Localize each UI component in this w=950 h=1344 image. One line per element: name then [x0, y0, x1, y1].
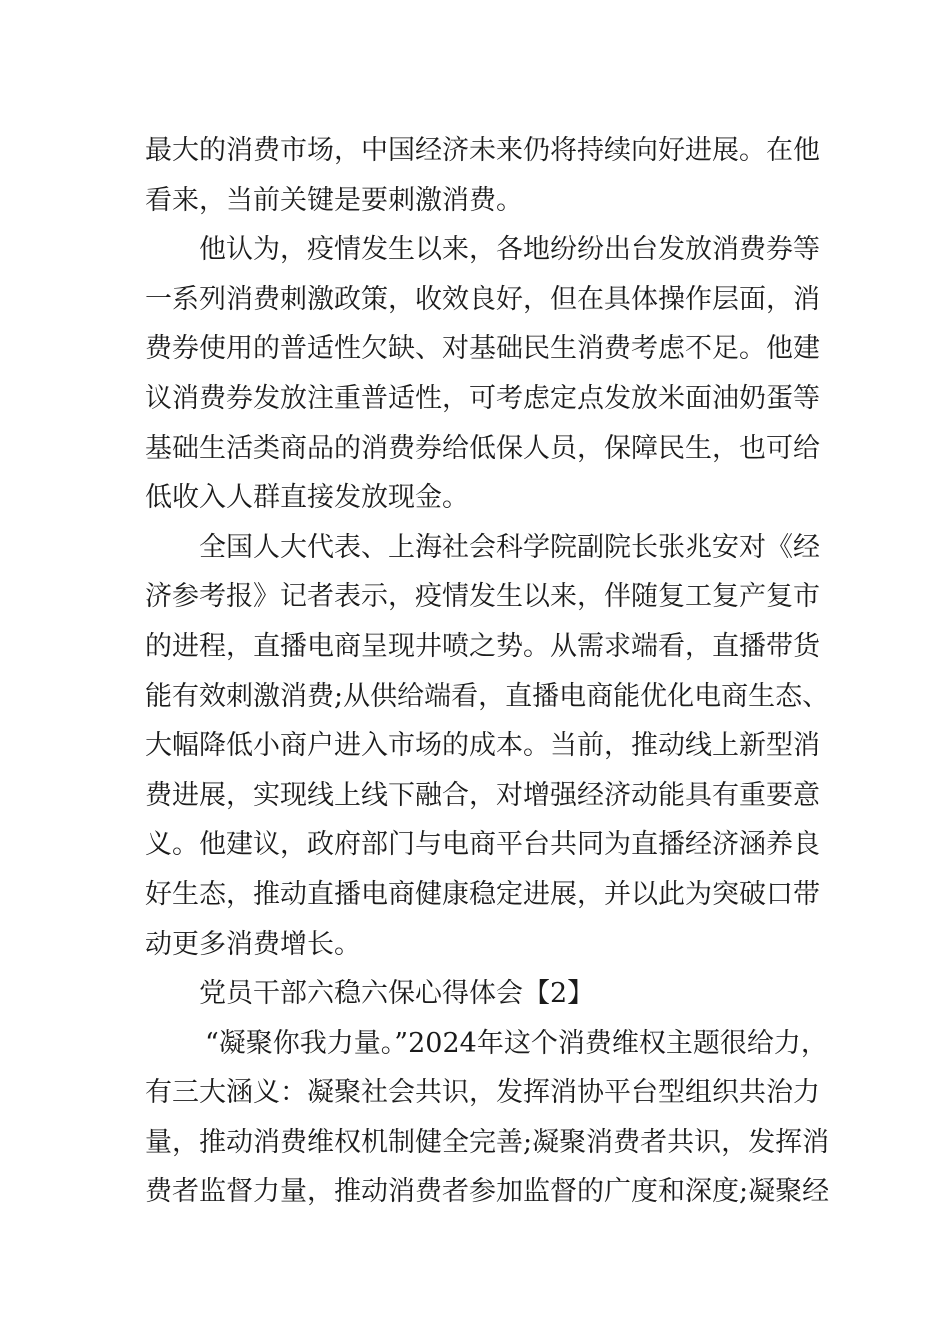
- paragraph-4: [145, 1019, 830, 1217]
- paragraph-line: 看来，当前关键是要刺激消费。: [145, 184, 523, 216]
- paragraph-line: 能有效刺激消费;从供给端看，直播电商能优化电商生态、: [145, 680, 830, 712]
- paragraph-line: “凝聚你我力量。”2024年这个消费维权主题很给力，: [205, 1027, 828, 1059]
- paragraph-line: 费进展，实现线上线下融合，对增强经济动能具有重要意: [145, 779, 820, 811]
- paragraph-line: 低收入人群直接发放现金。: [145, 482, 469, 514]
- paragraph-3: [145, 523, 830, 969]
- paragraph-line: 议消费券发放注重普适性，可考虑定点发放米面油奶蛋等: [145, 382, 820, 414]
- paragraph-line: 量，推动消费维权机制健全完善;凝聚消费者共识，发挥消: [145, 1126, 830, 1158]
- paragraph-2: [145, 225, 820, 523]
- paragraph-line: 费券使用的普适性欠缺、对基础民生消费考虑不足。他建: [145, 333, 820, 365]
- document-body: [145, 126, 830, 1217]
- paragraph-line: 他认为，疫情发生以来，各地纷纷出台发放消费券等: [199, 234, 820, 266]
- paragraph-line: 全国人大代表、上海社会科学院副院长张兆安对《经: [199, 531, 820, 563]
- paragraph-line: 的进程，直播电商呈现井喷之势。从需求端看，直播带货: [145, 630, 820, 662]
- paragraph-line: 义。他建议，政府部门与电商平台共同为直播经济涵养良: [145, 829, 820, 861]
- paragraph-line: 有三大涵义：凝聚社会共识，发挥消协平台型组织共治力: [145, 1077, 820, 1109]
- paragraph-line: 一系列消费刺激政策，收效良好，但在具体操作层面，消: [145, 283, 820, 315]
- paragraph-line: 最大的消费市场，中国经济未来仍将持续向好进展。在他: [145, 135, 820, 166]
- paragraph-line: 好生态，推动直播电商健康稳定进展，并以此为突破口带: [145, 878, 820, 910]
- paragraph-line: 大幅降低小商户进入市场的成本。当前，推动线上新型消: [145, 730, 820, 762]
- paragraph-line: 费者监督力量，推动消费者参加监督的广度和深度;凝聚经: [145, 1176, 830, 1208]
- paragraph-1: [145, 126, 820, 225]
- section-heading: 党员干部六稳六保心得体会【2】: [199, 978, 595, 1010]
- paragraph-line: 动更多消费增长。: [145, 928, 361, 960]
- paragraph-line: 基础生活类商品的消费券给低保人员，保障民生，也可给: [145, 432, 820, 464]
- paragraph-line: 济参考报》记者表示，疫情发生以来，伴随复工复产复市: [145, 581, 820, 613]
